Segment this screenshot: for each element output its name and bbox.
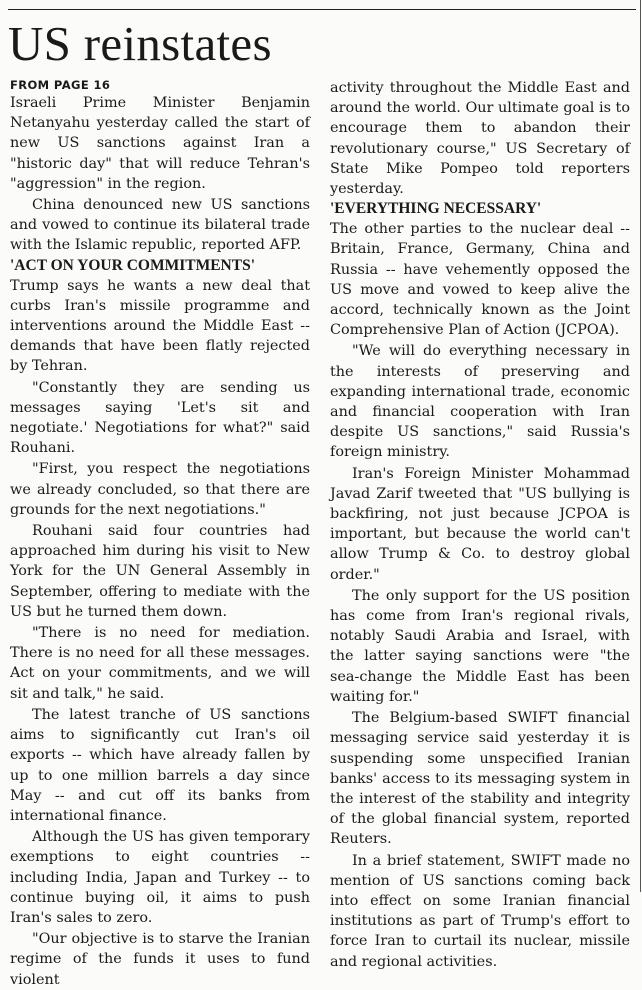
top-rule [8,9,636,10]
article-paragraph: Iran's Foreign Minister Mohammad Javad Zarif tweeted that "US bullying is backfiring, not just because JCPOA is important, but because the world can't allow Trump & Co. to destroy global order." [330,465,630,583]
headline: US reinstates [8,16,272,71]
article-paragraph: The other parties to the nuclear deal -- Britain, France, Germany, China and Russia -- have vehemently opposed the US move and vowed to keep alive the accord, technically known as the Joint Comprehensive Plan of Action (JCPOA). [330,221,630,339]
article-paragraph: "Constantly they are sending us messages saying 'Let's sit and negotiate.' Negotiations for what?" said Rouhani. [10,379,310,457]
right-column [330,78,630,970]
section-subhead: 'EVERYTHING NECESSARY' [330,200,542,218]
article-paragraph: Trump says he wants a new deal that curbs Iran's missile programme and interventions around the Middle East -- demands that have been flatly rejected by Tehran. [10,277,310,375]
article-paragraph: "We will do everything necessary in the interests of preserving and expanding international trade, economic and financial cooperation with Iran despite US sanctions," said Russia's foreign ministry. [330,343,630,461]
article-paragraph: "There is no need for mediation. There is no need for all these messages. Act on your commitments, and we will sit and talk," he said. [10,625,310,702]
article-paragraph: The latest tranche of US sanctions aims to significantly cut Iran's oil exports -- which have already fallen by up to one million barrels a day since May -- and cut off its banks from international finance. [10,706,310,824]
continued-from-label: FROM PAGE 16 [10,78,111,92]
article-paragraph: Rouhani said four countries had approached him during his visit to New York for the UN General Assembly in September, offering to mediate with the US but he turned them down. [10,523,310,620]
right-column-body [330,78,630,972]
article-paragraph: The Belgium-based SWIFT financial messaging service said yesterday it is suspending some unspecified Iranian banks' access to its messaging system in the interest of the stability and integrity of the global financial system, reported Reuters. [330,710,630,848]
article-paragraph: "First, you respect the negotiations we already concluded, so that there are grounds for the next negotiations." [10,461,310,518]
article-paragraph: "Our objective is to starve the Iranian regime of the funds it uses to fund violent [10,931,310,988]
left-column [10,78,310,988]
article-paragraph: In a brief statement, SWIFT made no mention of US sanctions coming back into effect on some Iranian financial institutions as part of Trump's effort to force Iran to curtail its nuclear, missile and regional activities. [330,852,630,970]
left-column-body [10,93,310,990]
article-paragraph: The only support for the US position has come from Iran's regional rivals, notably Saudi Arabia and Israel, with the latter saying sanctions were "the sea-change the Middle East has been waiting for." [330,587,630,705]
article-paragraph: Although the US has given temporary exemptions to eight countries -- including India, Japan and Turkey -- to continue buying oil, it aims to push Iran's sales to zero. [10,829,310,926]
article-paragraph: China denounced new US sanctions and vowed to continue its bilateral trade with the Islamic republic, reported AFP. [10,197,310,254]
article-paragraph: Israeli Prime Minister Benjamin Netanyahu yesterday called the start of new US sanctions against Iran a "historic day" that will reduce Tehran's "aggression" in the region. [10,95,310,192]
page-edge-rule [640,0,641,892]
article-paragraph: activity throughout the Middle East and around the world. Our ultimate goal is to encourage them to abandon their revolutionary course," US Secretary of State Mike Pompeo told reporters yesterday. [330,80,630,198]
section-subhead: 'ACT ON YOUR COMMITMENTS' [10,256,255,274]
